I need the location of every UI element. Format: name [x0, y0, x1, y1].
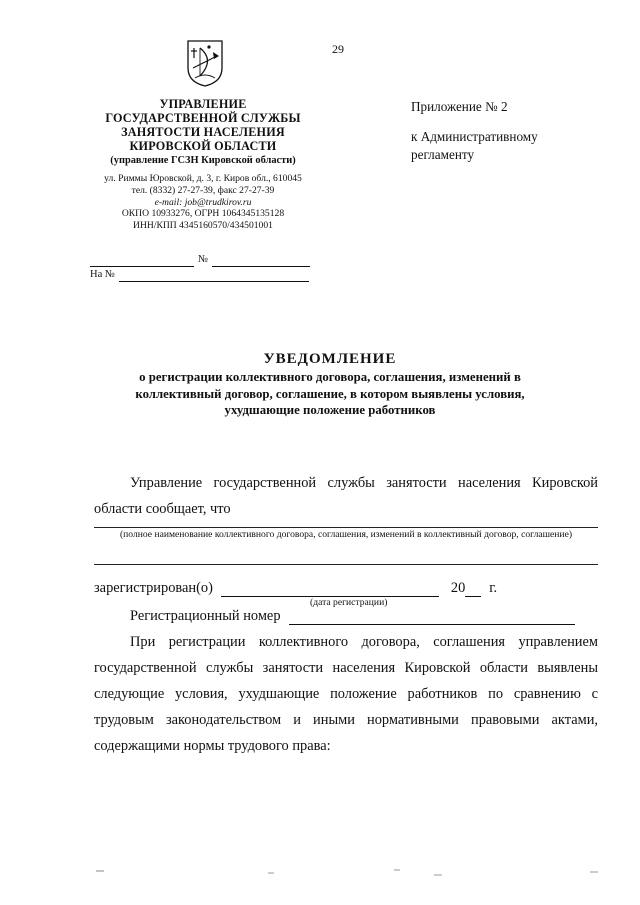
organization-header: [90, 97, 316, 168]
org-name-line: КИРОВСКОЙ ОБЛАСТИ: [129, 139, 277, 153]
ref-date-blank: [90, 255, 194, 267]
ref-number-sign: №: [198, 254, 209, 265]
document-subtitle-line: ухудшающие положение работников: [224, 403, 436, 417]
fill-line-agreement-name: [94, 527, 598, 528]
appendix-to-line: к Административному: [411, 129, 538, 144]
org-address: ул. Риммы Юровской, д. 3, г. Киров обл., 610045: [104, 173, 302, 184]
ref-number-blank: [212, 255, 310, 267]
registration-date-blank: [221, 580, 439, 597]
year-suffix: г.: [489, 580, 498, 596]
ref-in-reply-label: На №: [90, 269, 115, 280]
year-prefix: 20: [450, 580, 466, 596]
registration-date-row: [94, 580, 598, 597]
org-name-line: УПРАВЛЕНИЕ: [159, 97, 247, 111]
year-blank: [465, 580, 481, 597]
document-heading: [90, 349, 570, 419]
caption-registration-date: (дата регистрации): [310, 597, 388, 608]
org-contacts: [90, 173, 316, 232]
registration-number-blank: [289, 608, 575, 625]
document-subtitle-line: о регистрации коллективного договора, соглашения, изменений в: [139, 370, 521, 384]
registration-number-row: [130, 608, 575, 625]
registration-number-label: Регистрационный номер: [130, 608, 281, 624]
org-email: e-mail: job@trudkirov.ru: [154, 196, 252, 208]
coat-of-arms-icon: [185, 38, 225, 88]
fill-line-agreement-name-2: [94, 564, 598, 565]
page-number: 29: [332, 42, 344, 56]
org-okpo: ОКПО 10933276, ОГРН 1064345135128: [121, 208, 285, 220]
appendix-to-line: регламенту: [411, 147, 475, 162]
registered-label: зарегистрирован(о): [94, 580, 213, 596]
document-subtitle-line: коллективный договор, соглашение, в котором выявлены условия,: [135, 386, 525, 401]
reference-block: [90, 252, 316, 282]
org-short-name: (управление ГСЗН Кировской области): [110, 155, 296, 166]
appendix-title: Приложение № 2: [411, 99, 508, 114]
body-paragraph-conditions: При регистрации коллективного договора, соглашения управлением государственной службы занятости населения Кировской области выявлены следующие условия, ухудшающие положение работников по сравнению с трудовым законодательством и иными нормативными правовыми актами, содержащими нормы трудового права:: [94, 634, 598, 754]
org-inn: ИНН/КПП 4345160570/434501001: [133, 220, 273, 232]
org-phone: тел. (8332) 27-27-39, факс 27-27-39: [131, 184, 275, 196]
appendix-note: [411, 98, 538, 164]
org-name-line: ЗАНЯТОСТИ НАСЕЛЕНИЯ: [121, 125, 285, 139]
caption-agreement-name: (полное наименование коллективного договора, соглашения, изменений в коллективный договор, соглашение): [119, 529, 573, 540]
org-name-line: ГОСУДАРСТВЕННОЙ СЛУЖБЫ: [105, 111, 301, 125]
body-paragraph-intro: Управление государственной службы занятости населения Кировской области сообщает, что: [94, 475, 598, 517]
ref-in-reply-blank: [119, 270, 309, 282]
document-title: УВЕДОМЛЕНИЕ: [263, 351, 397, 367]
scan-marks: [0, 867, 640, 877]
